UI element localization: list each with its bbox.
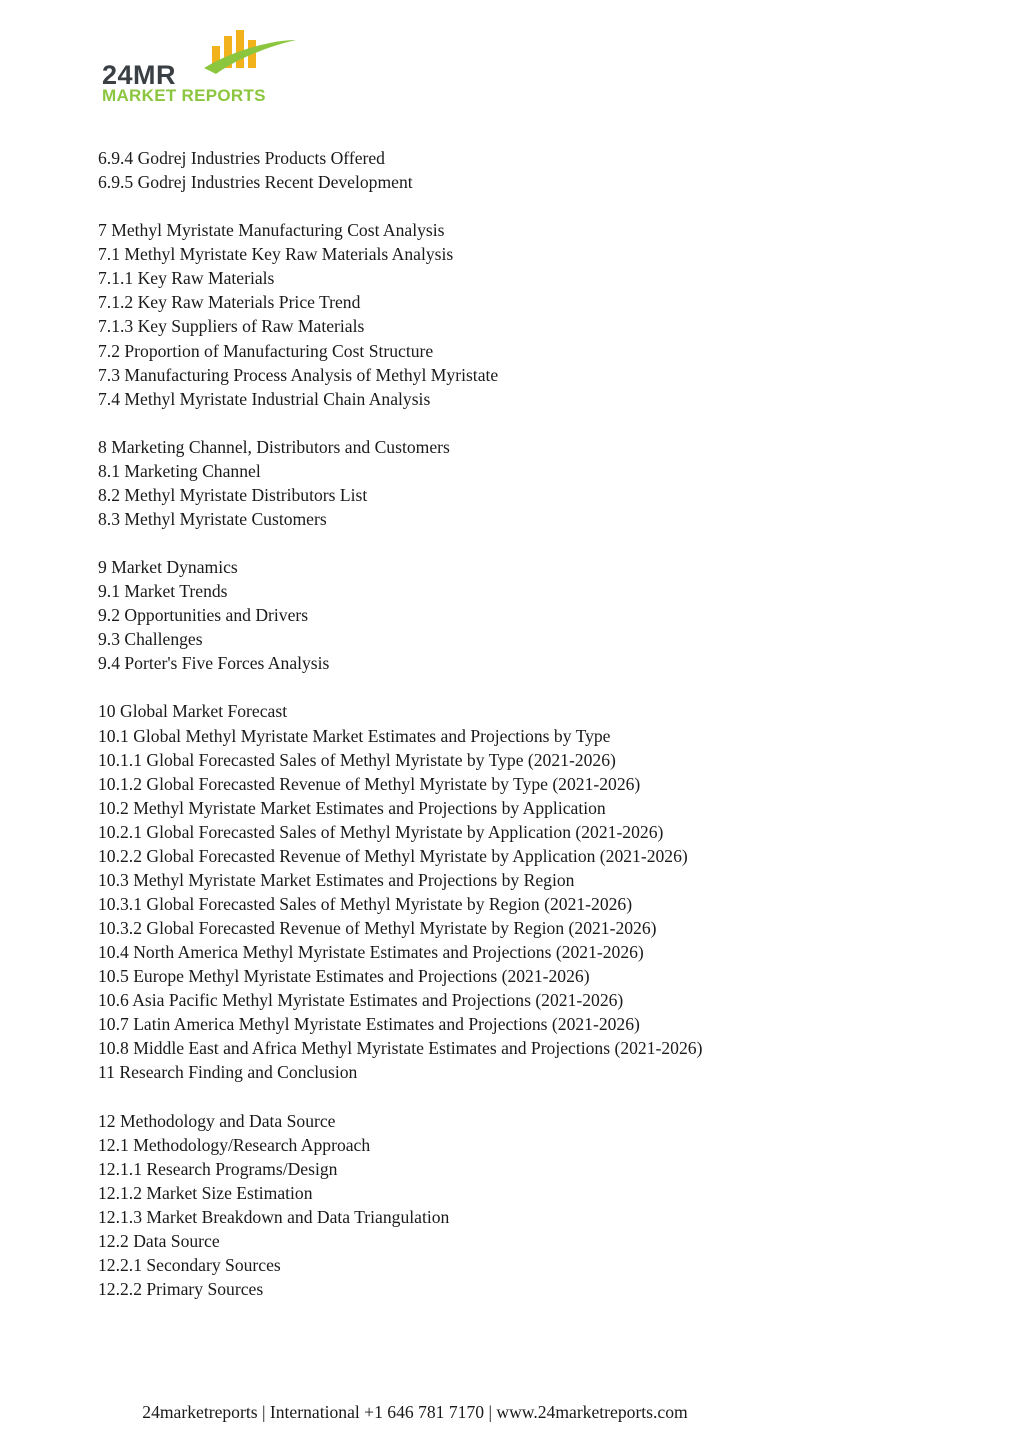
toc-entry: 9.3 Challenges bbox=[98, 629, 203, 650]
toc-entry: 12.1.2 Market Size Estimation bbox=[98, 1182, 313, 1203]
toc-entry: 8.3 Methyl Myristate Customers bbox=[98, 508, 327, 529]
toc-entry: 10.3 Methyl Myristate Market Estimates and Projections by Region bbox=[98, 869, 575, 890]
page-footer: 24marketreports | International +1 646 781 7170 | www.24marketreports.com bbox=[142, 1402, 688, 1422]
toc-entry: 10.1 Global Methyl Myristate Market Estimates and Projections by Type bbox=[98, 725, 611, 746]
toc-entry: 10 Global Market Forecast bbox=[98, 701, 288, 722]
table-of-contents bbox=[98, 146, 958, 1301]
toc-entry: 7.1.1 Key Raw Materials bbox=[98, 268, 275, 289]
toc-spacer bbox=[98, 194, 958, 218]
toc-entry: 10.3.1 Global Forecasted Sales of Methyl Myristate by Region (2021-2026) bbox=[98, 893, 633, 914]
toc-spacer bbox=[98, 1084, 958, 1108]
toc-entry: 7.1.2 Key Raw Materials Price Trend bbox=[98, 292, 361, 313]
toc-entry: 9.1 Market Trends bbox=[98, 581, 228, 602]
toc-entry: 12.2.2 Primary Sources bbox=[98, 1278, 264, 1299]
toc-entry: 12.1.1 Research Programs/Design bbox=[98, 1158, 338, 1179]
toc-entry: 12.1.3 Market Breakdown and Data Triangulation bbox=[98, 1206, 450, 1227]
toc-entry: 9 Market Dynamics bbox=[98, 557, 238, 578]
toc-entry: 12 Methodology and Data Source bbox=[98, 1110, 336, 1131]
toc-entry: 7.1.3 Key Suppliers of Raw Materials bbox=[98, 316, 365, 337]
toc-entry: 10.2.2 Global Forecasted Revenue of Methyl Myristate by Application (2021-2026) bbox=[98, 845, 688, 866]
toc-entry: 7.3 Manufacturing Process Analysis of Methyl Myristate bbox=[98, 364, 499, 385]
toc-entry: 10.7 Latin America Methyl Myristate Estimates and Projections (2021-2026) bbox=[98, 1014, 640, 1035]
toc-spacer bbox=[98, 531, 958, 555]
logo-text-market-reports: MARKET REPORTS bbox=[102, 86, 266, 105]
toc-entry: 10.1.2 Global Forecasted Revenue of Methyl Myristate by Type (2021-2026) bbox=[98, 773, 641, 794]
toc-entry: 10.6 Asia Pacific Methyl Myristate Estimates and Projections (2021-2026) bbox=[98, 990, 624, 1011]
toc-entry: 8 Marketing Channel, Distributors and Customers bbox=[98, 436, 450, 457]
company-logo bbox=[100, 28, 305, 108]
toc-entry: 7.4 Methyl Myristate Industrial Chain Analysis bbox=[98, 388, 431, 409]
logo-text-24mr: 24MR bbox=[102, 60, 177, 90]
toc-entry: 10.3.2 Global Forecasted Revenue of Methyl Myristate by Region (2021-2026) bbox=[98, 918, 657, 938]
toc-entry: 10.1.1 Global Forecasted Sales of Methyl Myristate by Type (2021-2026) bbox=[98, 749, 616, 770]
toc-spacer bbox=[98, 411, 958, 435]
toc-entry: 10.5 Europe Methyl Myristate Estimates and Projections (2021-2026) bbox=[98, 966, 590, 987]
toc-entry: 12.2.1 Secondary Sources bbox=[98, 1254, 281, 1275]
toc-entry: 10.8 Middle East and Africa Methyl Myristate Estimates and Projections (2021-2026) bbox=[98, 1038, 703, 1059]
toc-entry: 11 Research Finding and Conclusion bbox=[98, 1062, 358, 1083]
toc-entry: 7.1 Methyl Myristate Key Raw Materials Analysis bbox=[98, 244, 454, 265]
toc-entry: 7 Methyl Myristate Manufacturing Cost Analysis bbox=[98, 220, 445, 241]
logo-bar-3 bbox=[236, 30, 244, 68]
toc-entry: 10.2.1 Global Forecasted Sales of Methyl Myristate by Application (2021-2026) bbox=[98, 821, 664, 842]
toc-entry: 6.9.4 Godrej Industries Products Offered bbox=[98, 148, 385, 168]
toc-entry: 12.1 Methodology/Research Approach bbox=[98, 1134, 371, 1155]
toc-entry: 7.2 Proportion of Manufacturing Cost Structure bbox=[98, 340, 434, 361]
toc-entry: 9.2 Opportunities and Drivers bbox=[98, 605, 309, 626]
toc-entry: 8.1 Marketing Channel bbox=[98, 460, 261, 481]
toc-entry: 8.2 Methyl Myristate Distributors List bbox=[98, 484, 368, 505]
toc-entry: 10.4 North America Methyl Myristate Estimates and Projections (2021-2026) bbox=[98, 942, 644, 963]
toc-entry: 12.2 Data Source bbox=[98, 1230, 220, 1251]
toc-entry: 6.9.5 Godrej Industries Recent Development bbox=[98, 172, 413, 193]
toc-entry: 10.2 Methyl Myristate Market Estimates and Projections by Application bbox=[98, 797, 606, 818]
toc-entry: 9.4 Porter's Five Forces Analysis bbox=[98, 653, 330, 674]
toc-spacer bbox=[98, 675, 958, 699]
